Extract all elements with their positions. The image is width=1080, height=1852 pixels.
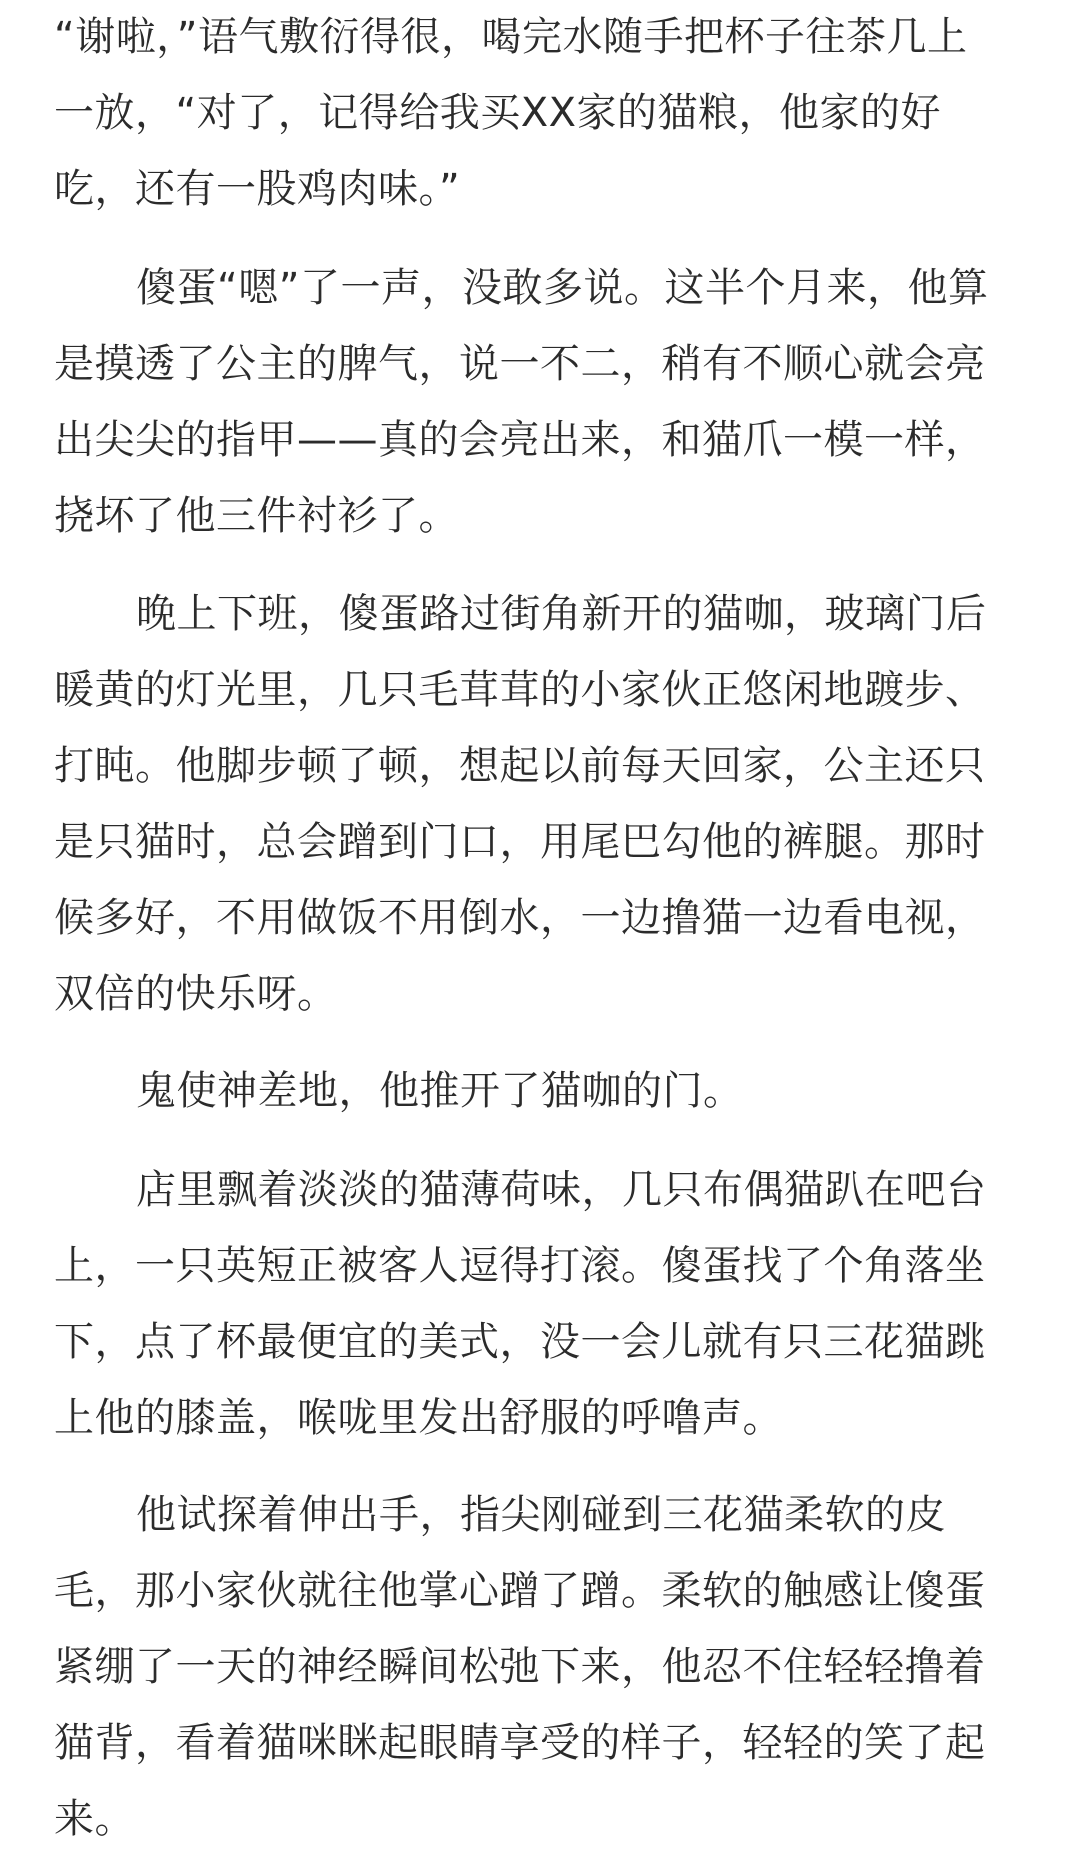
text-line: 上，一只英短正被客人逗得打滚。傻蛋找了个角落坐 xyxy=(54,1243,986,1289)
text-line: 吃，还有一股鸡肉味。” xyxy=(54,166,461,212)
text-line: 上他的膝盖，喉咙里发出舒服的呼噜声。 xyxy=(54,1395,783,1441)
text-line: 一放，“对了，记得给我买XX家的猫粮，他家的好 xyxy=(54,90,942,136)
text-line: 暖黄的灯光里，几只毛茸茸的小家伙正悠闲地踱步、 xyxy=(54,667,986,713)
text-line: “谢啦，”语气敷衍得很，喝完水随手把杯子往茶几上 xyxy=(54,14,968,60)
text-line: 毛，那小家伙就往他掌心蹭了蹭。柔软的触感让傻蛋 xyxy=(54,1568,986,1614)
text-line: 出尖尖的指甲——真的会亮出来，和猫爪一模一样， xyxy=(54,417,986,463)
text-line: 晚上下班，傻蛋路过街角新开的猫咖，玻璃门后 xyxy=(136,591,987,637)
text-line: 紧绷了一天的神经瞬间松弛下来，他忍不住轻轻撸着 xyxy=(54,1644,986,1690)
text-line: 鬼使神差地，他推开了猫咖的门。 xyxy=(136,1068,744,1114)
text-line: 候多好，不用做饭不用倒水，一边撸猫一边看电视， xyxy=(54,895,986,941)
text-line: 猫背，看着猫咪眯起眼睛享受的样子，轻轻的笑了起 xyxy=(54,1720,986,1766)
text-line: 挠坏了他三件衬衫了。 xyxy=(54,493,459,539)
text-line: 他试探着伸出手，指尖刚碰到三花猫柔软的皮 xyxy=(136,1492,946,1538)
text-line: 傻蛋“嗯”了一声，没敢多说。这半个月来，他算 xyxy=(136,265,989,311)
text-line: 打盹。他脚步顿了顿，想起以前每天回家，公主还只 xyxy=(54,743,986,789)
text-line: 下，点了杯最便宜的美式，没一会儿就有只三花猫跳 xyxy=(54,1319,986,1365)
text-line: 双倍的快乐呀。 xyxy=(54,971,338,1017)
text-line: 来。 xyxy=(54,1796,135,1842)
text-line: 是摸透了公主的脾气，说一不二，稍有不顺心就会亮 xyxy=(54,341,986,387)
text-line: 是只猫时，总会蹭到门口，用尾巴勾他的裤腿。那时 xyxy=(54,819,986,865)
text-line: 店里飘着淡淡的猫薄荷味，几只布偶猫趴在吧台 xyxy=(136,1167,987,1213)
